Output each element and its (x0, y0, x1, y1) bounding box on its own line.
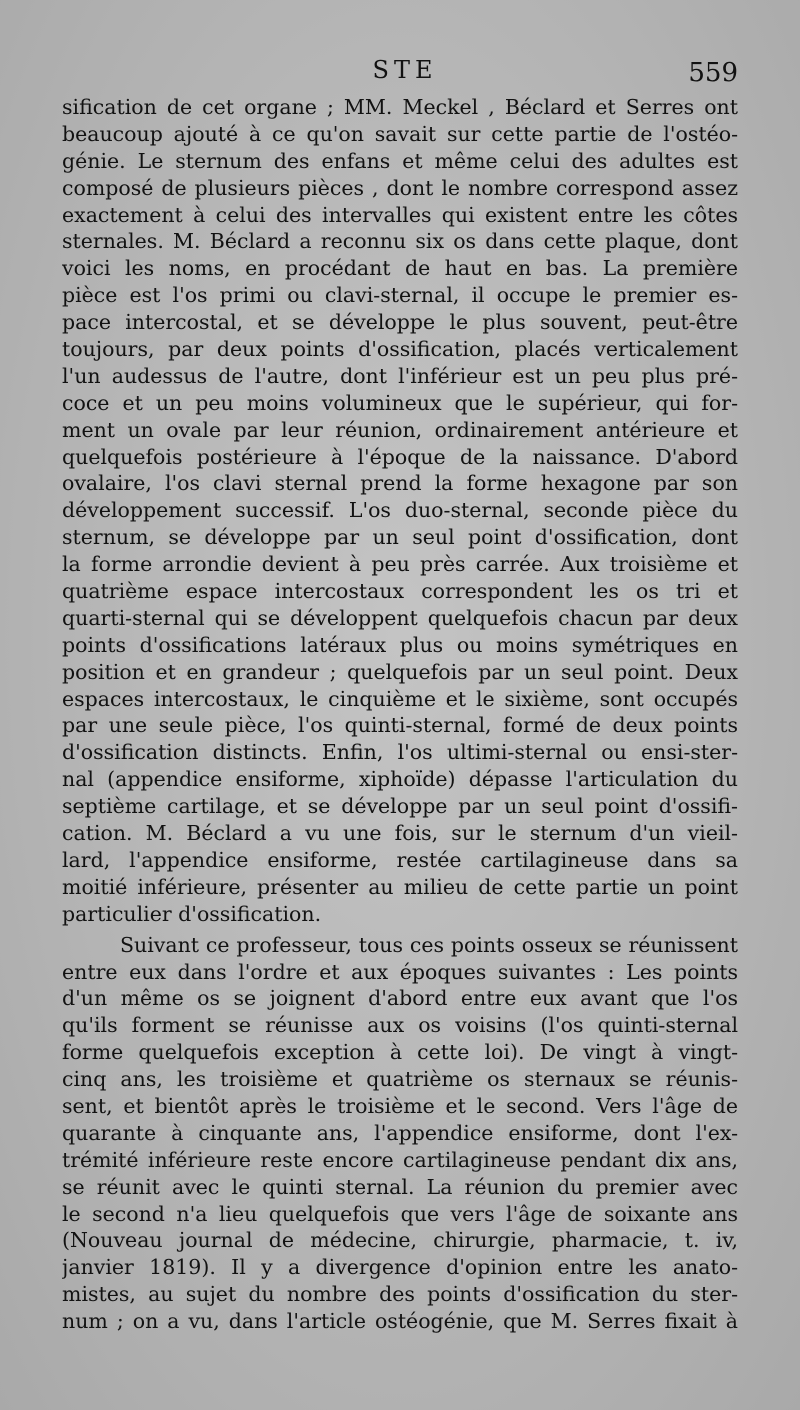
text-line: quatrième espace intercostaux correspondent les os tri et (62, 579, 738, 604)
text-line: pièce est l'os primi ou clavi-sternal, il occupe le premier es- (62, 283, 738, 308)
text-line: entre eux dans l'ordre et aux époques suivantes : Les points (62, 959, 738, 984)
text-line: moitié inférieure, présenter au milieu de cette partie un point (62, 874, 738, 899)
text-line: qu'ils forment se réunisse aux os voisins (l'os quinti-sternal (62, 1013, 738, 1038)
text-line: Suivant ce professeur, tous ces points osseux se réunissent (120, 932, 738, 957)
text-line: voici les noms, en procédant de haut en bas. La première (62, 256, 738, 281)
text-line: sent, et bientôt après le troisième et le second. Vers l'âge de (62, 1093, 738, 1118)
text-line: quarti-sternal qui se développent quelquefois chacun par deux (62, 605, 738, 630)
text-line: cation. M. Béclard a vu une fois, sur le sternum d'un vieil- (62, 821, 738, 846)
running-head (0, 56, 800, 90)
text-line: cinq ans, les troisième et quatrième os sternaux se réunis- (62, 1067, 738, 1092)
text-line: lard, l'appendice ensiforme, restée cartilagineuse dans sa (62, 847, 738, 872)
text-line: génie. Le sternum des enfans et même celui des adultes est (62, 148, 738, 173)
text-line: exactement à celui des intervalles qui existent entre les côtes (62, 202, 738, 227)
text-line: développement successif. L'os duo-sternal, seconde pièce du (62, 498, 738, 523)
text-line: ovalaire, l'os clavi sternal prend la forme hexagone par son (62, 471, 738, 496)
text-line: ment un ovale par leur réunion, ordinairement antérieure et (62, 417, 738, 442)
paragraph (62, 932, 738, 1335)
text-line: se réunit avec le quinti sternal. La réunion du premier avec (62, 1174, 738, 1199)
text-line: sification de cet organe ; MM. Meckel , Béclard et Serres ont (62, 95, 738, 119)
text-line: (Nouveau journal de médecine, chirurgie, pharmacie, t. iv, (62, 1228, 738, 1253)
page-number: 559 (688, 58, 738, 88)
text-line: le second n'a lieu quelquefois que vers l'âge de soixante ans (62, 1201, 738, 1226)
text-line: nal (appendice ensiforme, xiphoïde) dépasse l'articulation du (62, 767, 738, 792)
text-line: toujours, par deux points d'ossification, placés verticalement (62, 337, 738, 362)
body-text (62, 94, 738, 1335)
text-line: sternum, se développe par un seul point d'ossification, dont (62, 525, 738, 550)
text-line: sternales. M. Béclard a reconnu six os dans cette plaque, dont (62, 229, 738, 254)
text-line: l'un audessus de l'autre, dont l'inférieur est un peu plus pré- (62, 363, 738, 388)
text-line: d'un même os se joignent d'abord entre eux avant que l'os (62, 986, 738, 1011)
text-line: janvier 1819). Il y a divergence d'opinion entre les anato- (62, 1255, 738, 1280)
text-line: points d'ossifications latéraux plus ou moins symétriques en (62, 632, 738, 657)
text-line: composé de plusieurs pièces , dont le nombre correspond assez (62, 175, 738, 200)
text-line: num ; on a vu, dans l'article ostéogénie, que M. Serres fixait à (62, 1309, 738, 1334)
text-line: particulier d'ossification. (62, 901, 322, 926)
running-title: STE (372, 56, 438, 84)
text-line: trémité inférieure reste encore cartilagineuse pendant dix ans, (62, 1147, 738, 1172)
text-line: espaces intercostaux, le cinquième et le sixième, sont occupés (62, 686, 738, 711)
text-line: septième cartilage, et se développe par un seul point d'ossifi- (62, 794, 738, 819)
text-line: quelquefois postérieure à l'époque de la naissance. D'abord (62, 444, 738, 469)
text-line: beaucoup ajouté à ce qu'on savait sur cette partie de l'ostéo- (62, 121, 738, 146)
text-line: mistes, au sujet du nombre des points d'ossification du ster- (62, 1282, 738, 1307)
text-line: forme quelquefois exception à cette loi). De vingt à vingt- (62, 1040, 738, 1065)
text-line: la forme arrondie devient à peu près carrée. Aux troisième et (62, 552, 738, 577)
text-line: d'ossification distincts. Enfin, l'os ultimi-sternal ou ensi-ster- (62, 740, 738, 765)
text-line: coce et un peu moins volumineux que le supérieur, qui for- (62, 390, 738, 415)
text-line: position et en grandeur ; quelquefois par un seul point. Deux (62, 659, 738, 684)
text-line: pace intercostal, et se développe le plus souvent, peut-être (62, 310, 738, 335)
paragraph (62, 94, 738, 928)
text-line: par une seule pièce, l'os quinti-sternal, formé de deux points (62, 713, 738, 738)
text-line: quarante à cinquante ans, l'appendice ensiforme, dont l'ex- (62, 1120, 738, 1145)
